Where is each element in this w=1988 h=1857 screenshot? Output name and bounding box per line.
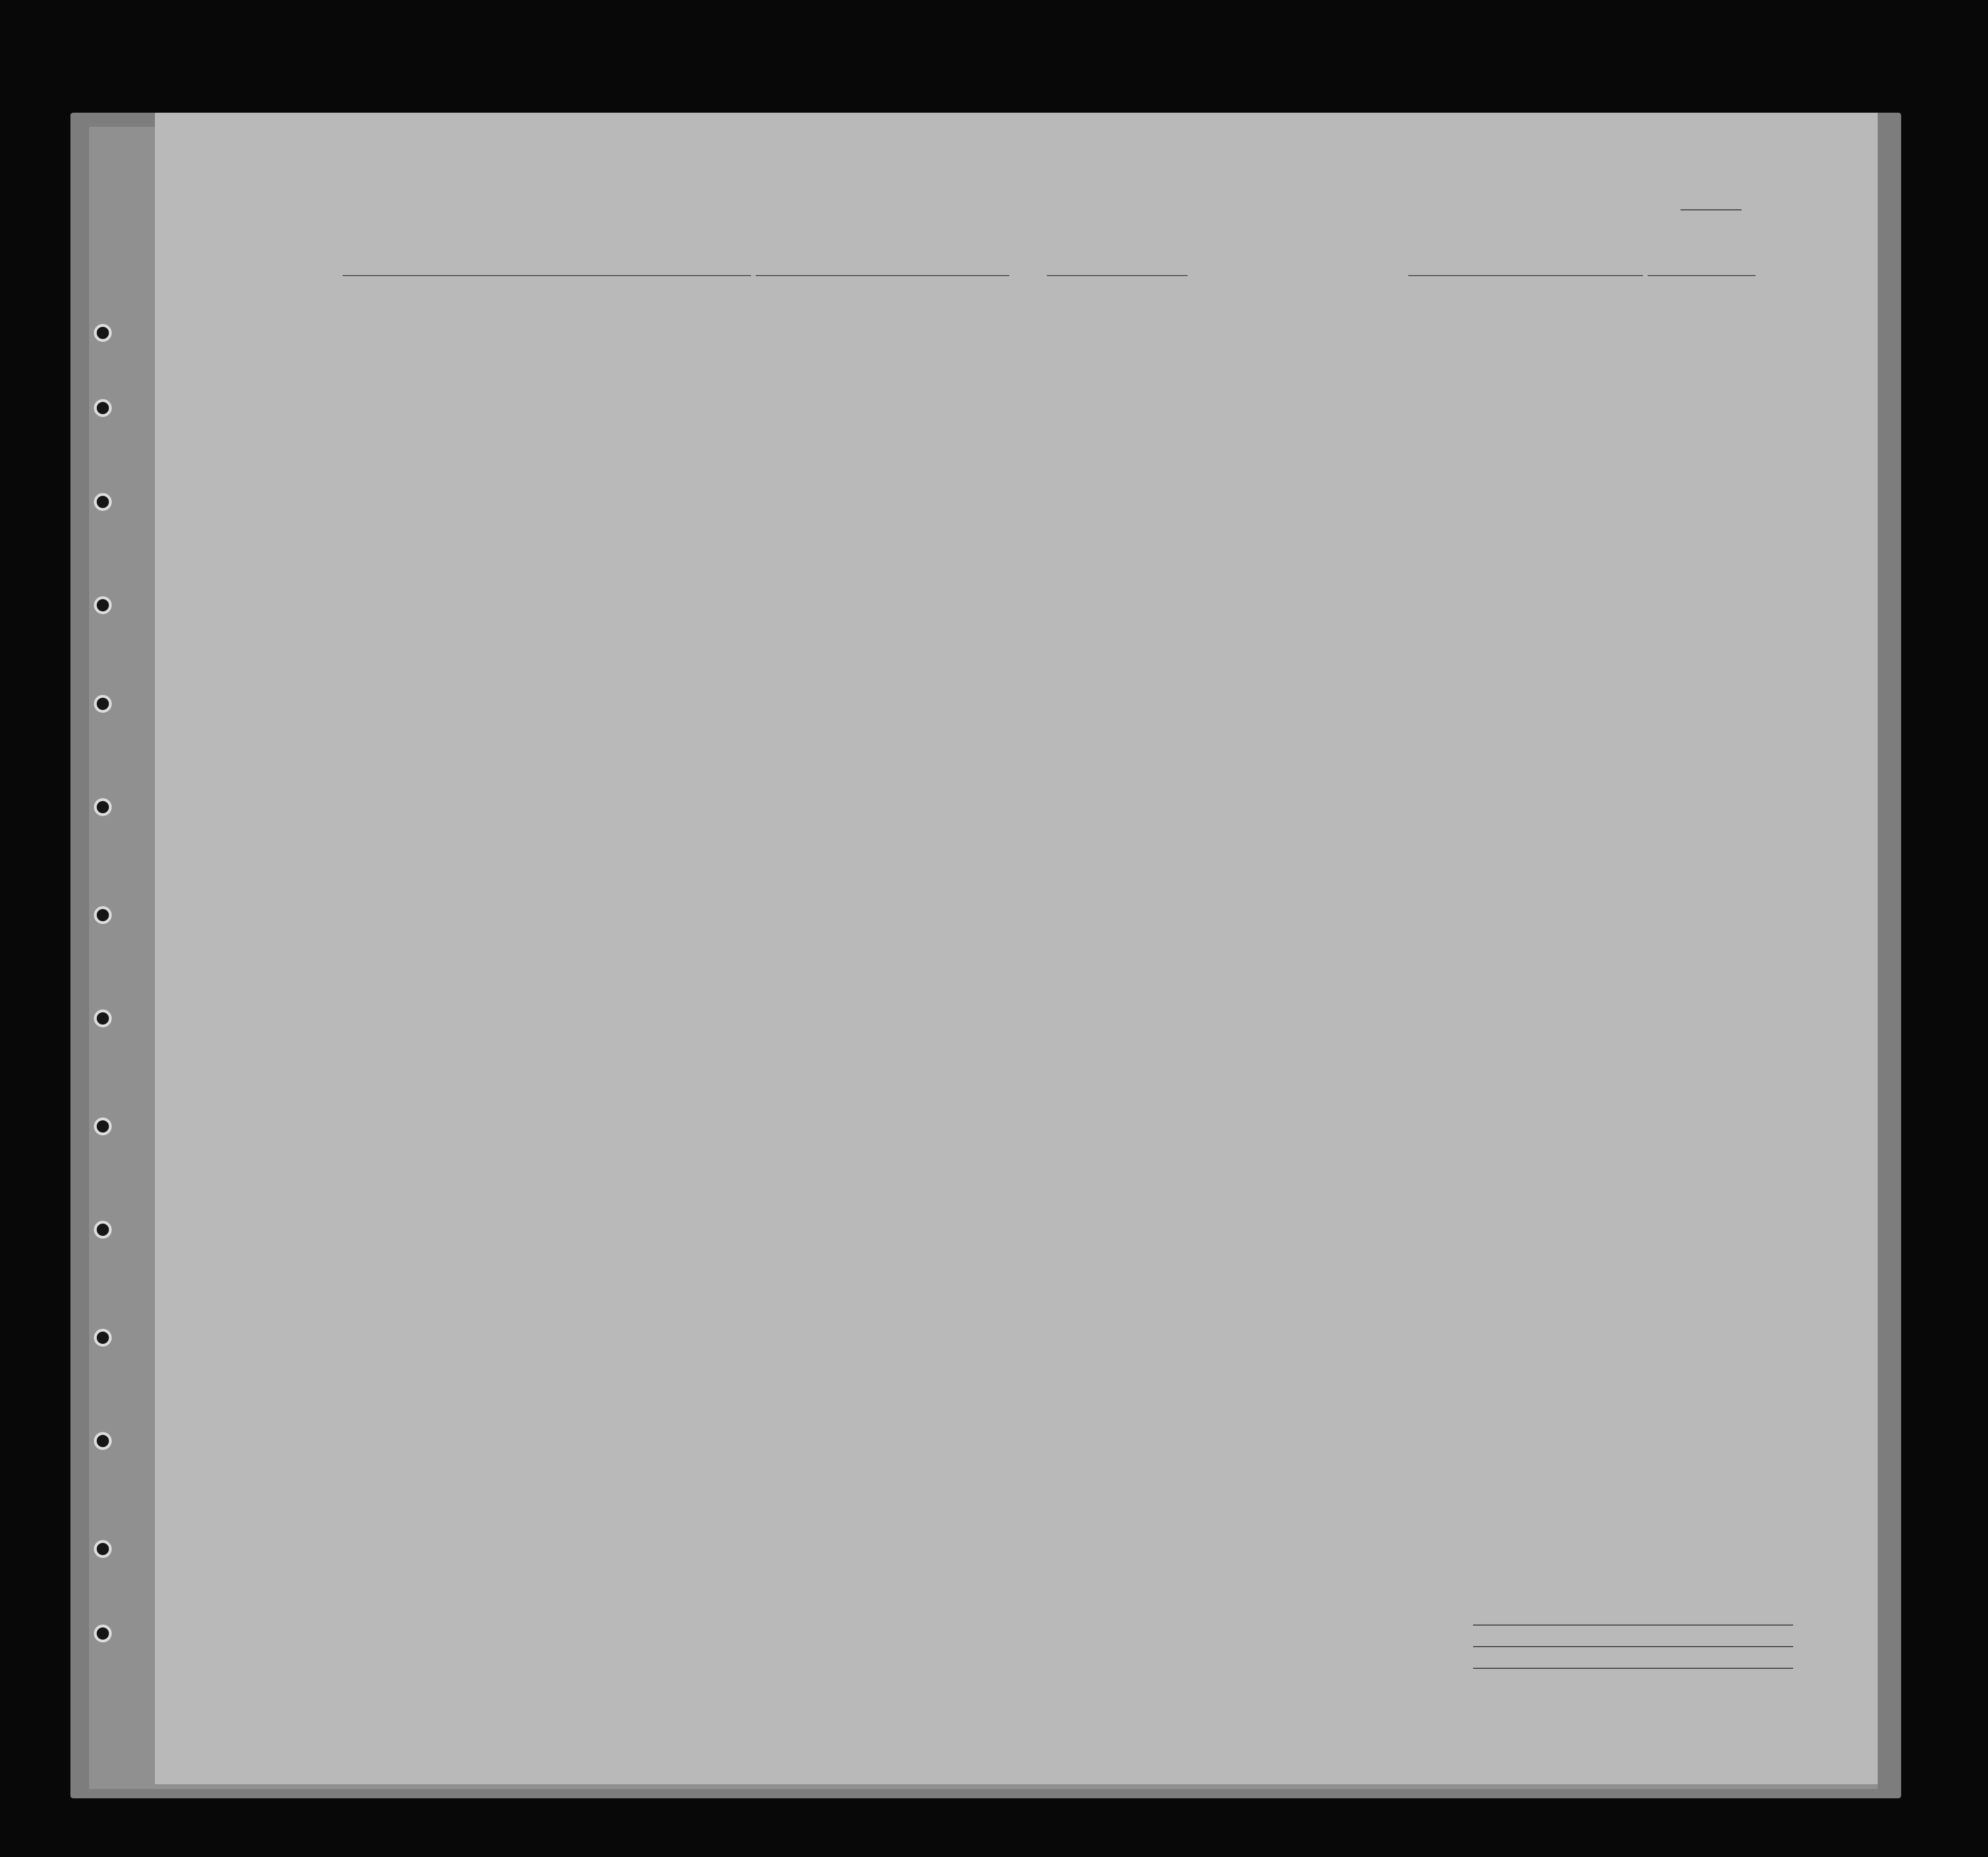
ship-name — [343, 275, 751, 276]
list-number — [1681, 200, 1742, 214]
punch-hole-icon — [94, 798, 112, 816]
agents-row — [1389, 1654, 1793, 1675]
manifest-table — [174, 305, 1859, 1596]
line-value — [1473, 1625, 1793, 1626]
owners-row — [1389, 1632, 1793, 1654]
arrival-port — [1408, 275, 1643, 276]
arrival-date — [1648, 275, 1756, 276]
voyage-line — [286, 271, 1798, 298]
punch-hole-icon — [94, 1221, 112, 1239]
departure-date — [1047, 275, 1188, 276]
punch-hole-icon — [94, 1625, 112, 1642]
punch-hole-icon — [94, 1117, 112, 1135]
table-grid — [174, 305, 1859, 1596]
punch-hole-icon — [94, 1329, 112, 1347]
punch-hole-icon — [94, 399, 112, 417]
number-value — [1681, 209, 1742, 210]
departure-port — [756, 275, 1009, 276]
punch-hole-icon — [94, 1540, 112, 1558]
line-row — [1389, 1610, 1793, 1632]
punch-hole-icon — [94, 493, 112, 511]
punch-hole-icon — [94, 906, 112, 924]
steamship-details — [1389, 1610, 1793, 1675]
punch-hole-icon — [94, 1009, 112, 1027]
punch-hole-icon — [94, 596, 112, 614]
punch-hole-icon — [94, 1432, 112, 1450]
punch-hole-icon — [94, 695, 112, 713]
agents-value — [1473, 1668, 1793, 1669]
owners-value — [1473, 1646, 1793, 1647]
punch-hole-icon — [94, 324, 112, 342]
